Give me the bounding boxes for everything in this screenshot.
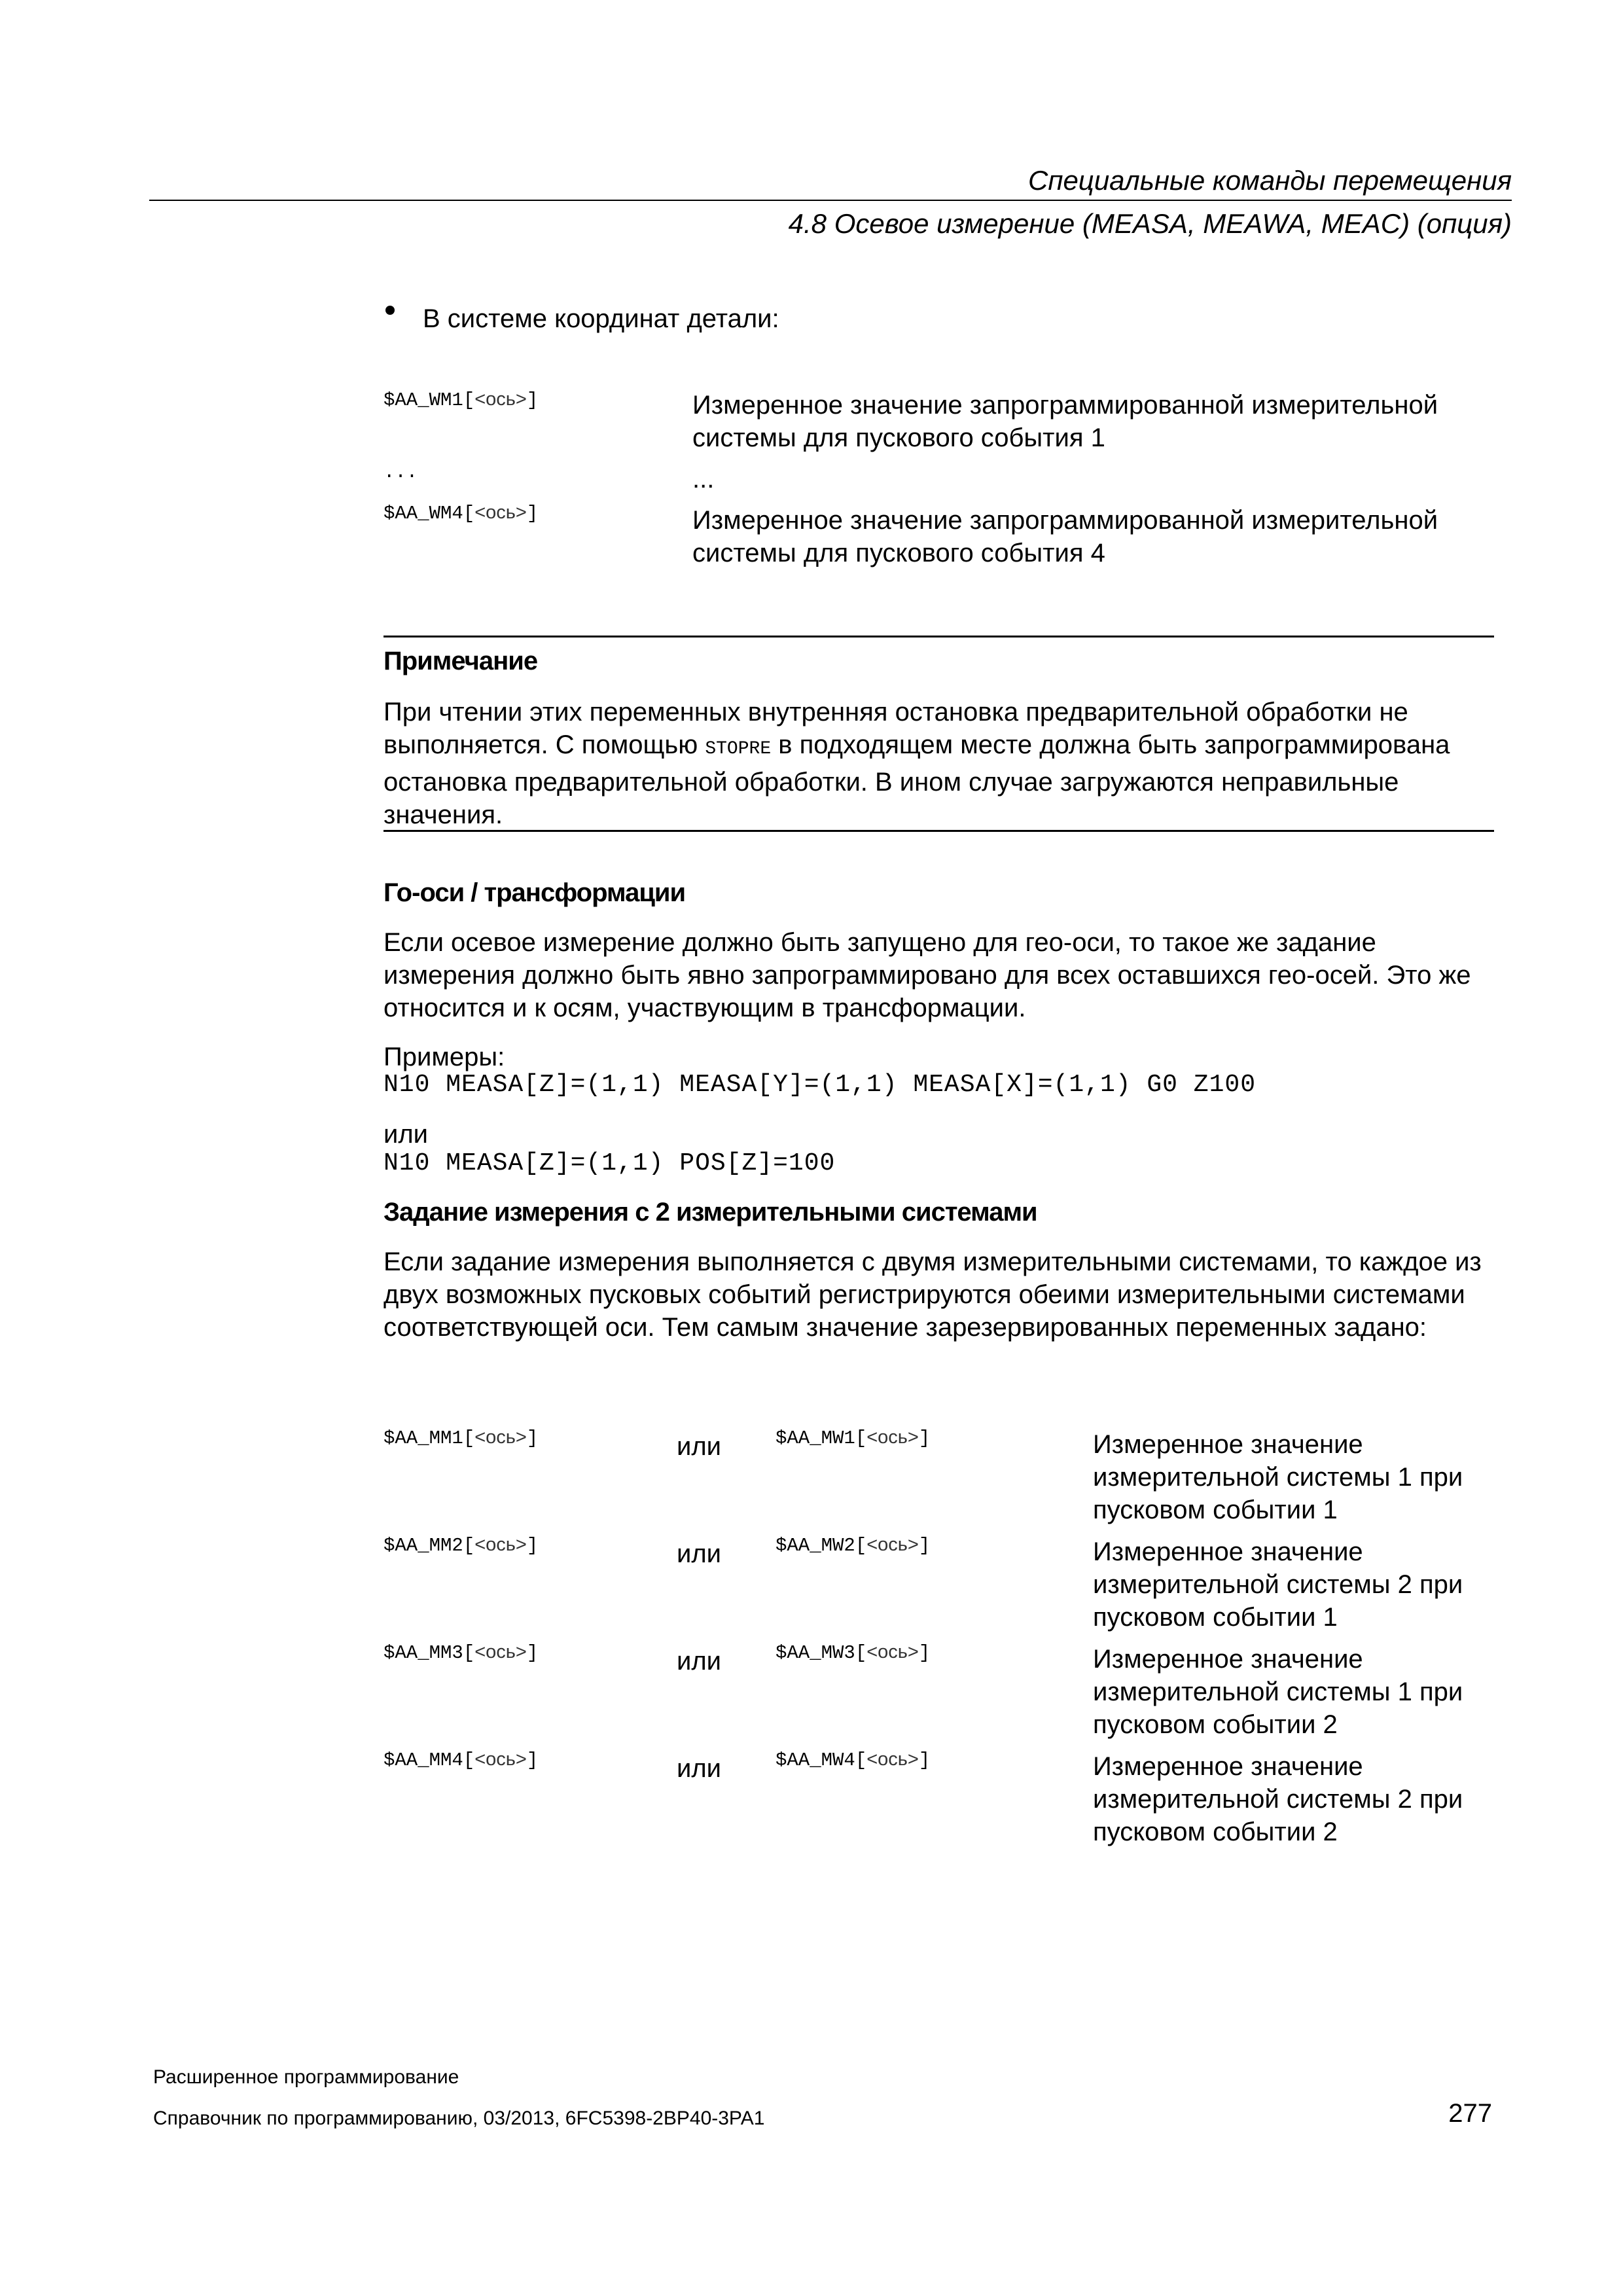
bullet-text: В системе координат детали:: [423, 304, 779, 333]
or-mm3: или: [677, 1647, 722, 1676]
note-bottom-rule: [383, 830, 1494, 832]
desc-mm4: Измеренное значение измерительной системы 2 при пусковом событии 2: [1093, 1752, 1463, 1846]
page-number: 277: [1448, 2099, 1492, 2128]
var-wm1-desc: Измеренное значение запрограммированной измерительной системы для пускового события 1: [692, 391, 1438, 452]
desc-mm2: Измеренное значение измерительной системы 2 при пусковом событии 1: [1093, 1537, 1463, 1632]
geo-heading: Го-оси / трансформации: [383, 878, 686, 907]
footer-doc-info: Справочник по программированию, 03/2013, 6FC5398-2BP40-3PA1: [153, 2108, 765, 2129]
note-text: При чтении этих переменных внутренняя остановка предварительной обработки не выполняется. С помощью STOPRE в подходящем месте должна быть запрограммирована остановка предварительной обработки. В ином случае загружаются неправильные значения.: [383, 698, 1450, 829]
desc-mm3: Измеренное значение измерительной системы 1 при пусковом событии 2: [1093, 1645, 1463, 1739]
desc-mm1: Измеренное значение измерительной системы 1 при пусковом событии 1: [1093, 1430, 1463, 1524]
code-example-2: N10 MEASA[Z]=(1,1) POS[Z]=100: [383, 1149, 836, 1177]
var-wm1: $AA_WM1[<ось>]: [383, 389, 539, 411]
or-mm1: или: [677, 1432, 722, 1461]
var-ellipsis-desc: ...: [692, 465, 715, 493]
var-mw3: $AA_MW3[<ось>]: [776, 1641, 931, 1664]
var-ellipsis: ...: [383, 461, 418, 483]
var-mm1: $AA_MM1[<ось>]: [383, 1427, 539, 1449]
note-top-rule: [383, 636, 1494, 637]
two-systems-text: Если задание измерения выполняется с двумя измерительными системами, то каждое из двух возможных пусковых событий регистрируются обеими измерительными системами соответствующей оси. Тем самым значение зарезервированных переменных задано:: [383, 1247, 1482, 1342]
var-mw2: $AA_MW2[<ось>]: [776, 1534, 931, 1556]
examples-label: Примеры:: [383, 1043, 505, 1071]
bullet-dot-icon: [385, 306, 395, 315]
header-rule: [149, 200, 1512, 201]
or-mm4: или: [677, 1754, 722, 1783]
note-title: Примечание: [383, 647, 538, 675]
var-mm3: $AA_MM3[<ось>]: [383, 1641, 539, 1664]
var-mw1: $AA_MW1[<ось>]: [776, 1427, 931, 1449]
var-mm2: $AA_MM2[<ось>]: [383, 1534, 539, 1556]
or-mm2: или: [677, 1539, 722, 1568]
var-mm4: $AA_MM4[<ось>]: [383, 1749, 539, 1771]
footer-book-title: Расширенное программирование: [153, 2066, 459, 2088]
var-wm4: $AA_WM4[<ось>]: [383, 502, 539, 524]
code-example-1: N10 MEASA[Z]=(1,1) MEASA[Y]=(1,1) MEASA[X]=(1,1) G0 Z100: [383, 1071, 1257, 1099]
var-wm4-desc: Измеренное значение запрограммированной измерительной системы для пускового события 4: [692, 506, 1438, 567]
or-label: или: [383, 1120, 429, 1149]
geo-text: Если осевое измерение должно быть запущено для гео-оси, то такое же задание измерения должно быть явно запрограммировано для всех оставшихся гео-осей. Это же относится и к осям, участвующим в трансформации.: [383, 928, 1471, 1022]
chapter-title: Специальные команды перемещения: [1028, 165, 1512, 196]
var-mw4: $AA_MW4[<ось>]: [776, 1749, 931, 1771]
two-systems-heading: Задание измерения с 2 измерительными системами: [383, 1198, 1037, 1227]
section-title: 4.8 Осевое измерение (MEASA, MEAWA, MEAC) (опция): [788, 208, 1512, 239]
